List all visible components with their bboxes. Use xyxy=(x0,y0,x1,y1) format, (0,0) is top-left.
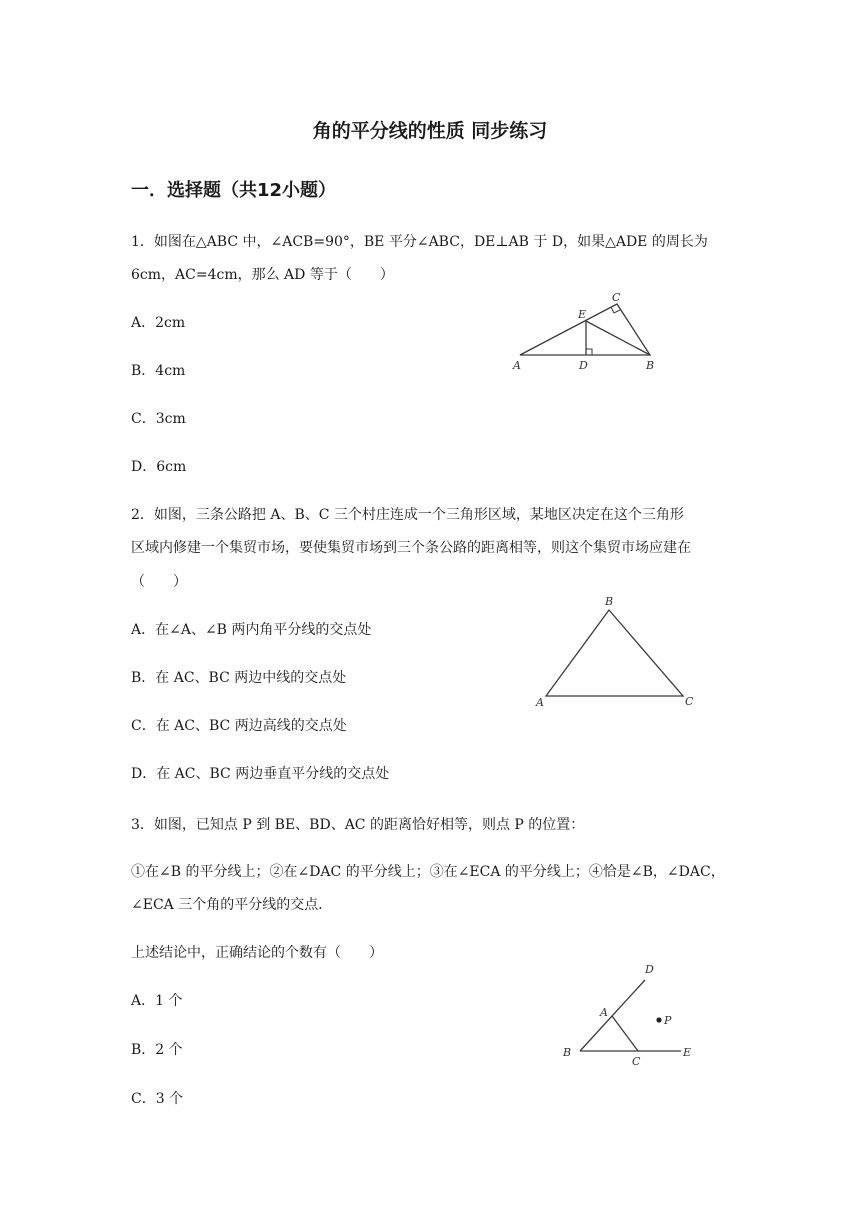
q1-label-c: C xyxy=(612,291,621,304)
q2-option-b: B．在 AC、BC 两边中线的交点处 xyxy=(131,670,347,686)
q1-label-b: B xyxy=(646,359,655,372)
q1-option-d: D．6cm xyxy=(131,459,187,475)
q2-label-b: B xyxy=(605,595,614,608)
q3-figure xyxy=(555,958,705,1073)
q2-option-d: D．在 AC、BC 两边垂直平分线的交点处 xyxy=(131,766,390,782)
q3-label-c: C xyxy=(632,1055,641,1068)
q1-label-e: E xyxy=(578,308,587,321)
page-title: 角的平分线的性质 同步练习 xyxy=(312,120,548,142)
q1-right-angle-d xyxy=(586,349,592,355)
q2-stem-line2: 区域内修建一个集贸市场，要使集贸市场到三个条公路的距离相等，则这个集贸市场应建在 xyxy=(131,540,691,556)
q1-label-d: D xyxy=(579,359,588,372)
q1-segment-be xyxy=(586,321,650,355)
q3-label-e: E xyxy=(683,1046,692,1059)
q1-stem-line2: 6cm，AC=4cm，那么 AD 等于（ ） xyxy=(131,267,394,283)
q3-stem-line3: ∠ECA 三个角的平分线的交点． xyxy=(131,897,333,913)
q2-triangle-abc xyxy=(546,610,683,696)
q2-option-c: C．在 AC、BC 两边高线的交点处 xyxy=(131,718,347,734)
q3-option-a: A．1 个 xyxy=(131,993,183,1009)
q1-figure xyxy=(505,288,665,378)
q1-stem-line1: 1．如图在△ABC 中，∠ACB=90°，BE 平分∠ABC，DE⊥AB 于 D，如果△ADE 的周长为 xyxy=(131,234,708,250)
section-heading: 一．选择题（共12小题） xyxy=(131,180,337,201)
q2-label-a: A xyxy=(536,696,544,709)
q3-option-b: B．2 个 xyxy=(131,1042,183,1058)
q3-label-b: B xyxy=(563,1046,572,1059)
q3-stem-line1: 3．如图，已知点 P 到 BE、BD、AC 的距离恰好相等，则点 P 的位置： xyxy=(131,817,585,833)
q3-option-c: C．3 个 xyxy=(131,1091,184,1107)
q3-segment-ac xyxy=(612,1016,638,1051)
q3-label-a: A xyxy=(600,1006,608,1019)
q2-label-c: C xyxy=(685,695,694,708)
q1-option-c: C．3cm xyxy=(131,411,186,427)
q3-ray-bd xyxy=(580,980,645,1051)
q2-stem-line1: 2．如图，三条公路把 A、B、C 三个村庄连成一个三角形区域，某地区决定在这个三角形 xyxy=(131,507,684,523)
q2-figure xyxy=(530,592,705,712)
q3-stem-line2: ①在∠B 的平分线上；②在∠DAC 的平分线上；③在∠ECA 的平分线上；④恰是∠B，∠DAC， xyxy=(131,864,725,880)
q3-label-d: D xyxy=(645,963,654,976)
q1-option-b: B．4cm xyxy=(131,363,186,379)
q1-option-a: A．2cm xyxy=(131,315,186,331)
q3-label-p: P xyxy=(664,1014,672,1027)
q2-option-a: A．在∠A、∠B 两内角平分线的交点处 xyxy=(131,622,372,638)
q3-point-p xyxy=(656,1017,661,1022)
q3-stem-line4: 上述结论中，正确结论的个数有（ ） xyxy=(131,945,383,961)
q2-stem-line3: （ ） xyxy=(131,574,187,590)
q1-right-angle-c xyxy=(611,307,620,313)
q1-label-a: A xyxy=(513,359,521,372)
